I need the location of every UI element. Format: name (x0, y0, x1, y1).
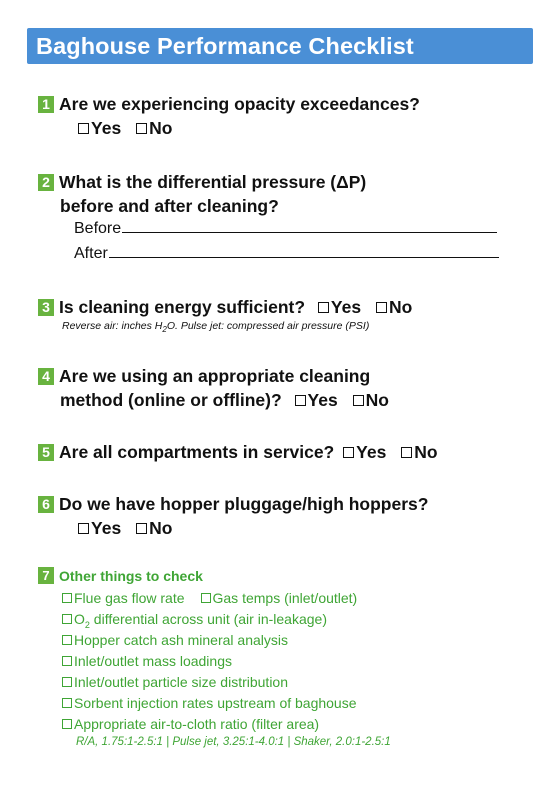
question-text: Is cleaning energy sufficient? (59, 297, 306, 317)
checkbox-icon[interactable] (136, 523, 147, 534)
before-field[interactable] (74, 220, 497, 238)
question-text: Do we have hopper pluggage/high hoppers? (59, 494, 429, 514)
question-7 (38, 566, 203, 586)
checkbox-icon[interactable] (62, 656, 72, 666)
question-text: What is the differential pressure (ΔP) (59, 172, 367, 192)
check-item-gas-temps[interactable]: Gas temps (inlet/outlet) (201, 590, 358, 606)
no-option[interactable]: No (376, 297, 412, 317)
air-to-cloth-ratios: R/A, 1.75:1-2.5:1 | Pulse jet, 3.25:1-4.0:1 | Shaker, 2.0:1-2.5:1 (76, 736, 391, 748)
check-item-o2[interactable]: $O_2$ differential across unit (air in-leakage) (62, 611, 327, 630)
question-number: 1 (38, 96, 54, 113)
section-title: Other things to check (59, 568, 203, 584)
check-item-row-1 (62, 590, 357, 606)
checkbox-icon[interactable] (62, 593, 72, 603)
checkbox-icon[interactable] (353, 395, 364, 406)
checkbox-icon[interactable] (318, 302, 329, 313)
no-option[interactable]: No (353, 390, 389, 410)
checkbox-icon[interactable] (376, 302, 387, 313)
check-item-flow-rate[interactable]: Flue gas flow rate (62, 590, 185, 606)
question-number: 4 (38, 368, 54, 385)
check-item-air-to-cloth[interactable]: Appropriate air-to-cloth ratio (filter area) (62, 716, 319, 732)
question-number: 7 (38, 567, 54, 584)
question-text: method (online or offline)? (60, 390, 282, 410)
question-5 (38, 440, 438, 464)
check-item-sorbent[interactable]: Sorbent injection rates upstream of baghouse (62, 695, 357, 711)
checkbox-icon[interactable] (62, 719, 72, 729)
question-text: Are we using an appropriate cleaning (59, 366, 371, 386)
checkbox-icon[interactable] (136, 123, 147, 134)
question-number: 2 (38, 174, 54, 191)
checkbox-icon[interactable] (62, 614, 72, 624)
checkbox-icon[interactable] (78, 523, 89, 534)
checkbox-icon[interactable] (78, 123, 89, 134)
question-number: 5 (38, 444, 54, 461)
question-1 (38, 92, 420, 140)
checkbox-icon[interactable] (62, 677, 72, 687)
question-3 (38, 295, 412, 319)
question-text: Are we experiencing opacity exceedances? (59, 94, 420, 114)
question-6 (38, 492, 428, 540)
yes-option[interactable]: Yes (343, 442, 386, 462)
checkbox-icon[interactable] (62, 635, 72, 645)
q3-note: Reverse air: inches $H_2O$. Pulse jet: compressed air pressure (PSI) (62, 320, 370, 335)
checkbox-icon[interactable] (295, 395, 306, 406)
page-title: Baghouse Performance Checklist (36, 32, 414, 59)
after-field[interactable] (74, 245, 499, 263)
yes-option[interactable]: Yes (78, 118, 121, 138)
check-item-mass-loadings[interactable]: Inlet/outlet mass loadings (62, 653, 232, 669)
check-item-particle-size[interactable]: Inlet/outlet particle size distribution (62, 674, 288, 690)
after-input-line[interactable] (109, 256, 499, 258)
question-text: before and after cleaning? (60, 196, 279, 216)
checkbox-icon[interactable] (201, 593, 211, 603)
question-text: Are all compartments in service? (59, 442, 335, 462)
no-option[interactable]: No (136, 518, 172, 538)
checkbox-icon[interactable] (401, 447, 412, 458)
after-label: After (74, 245, 108, 262)
question-number: 3 (38, 299, 54, 316)
yes-option[interactable]: Yes (318, 297, 361, 317)
yes-option[interactable]: Yes (78, 518, 121, 538)
before-label: Before (74, 220, 122, 237)
no-option[interactable]: No (401, 442, 437, 462)
header-banner (27, 28, 533, 64)
check-item-hopper-ash[interactable]: Hopper catch ash mineral analysis (62, 632, 288, 648)
yes-option[interactable]: Yes (295, 390, 338, 410)
checkbox-icon[interactable] (62, 698, 72, 708)
question-4 (38, 364, 389, 412)
before-input-line[interactable] (122, 231, 497, 233)
question-number: 6 (38, 496, 54, 513)
question-2 (38, 170, 366, 218)
no-option[interactable]: No (136, 118, 172, 138)
checkbox-icon[interactable] (343, 447, 354, 458)
